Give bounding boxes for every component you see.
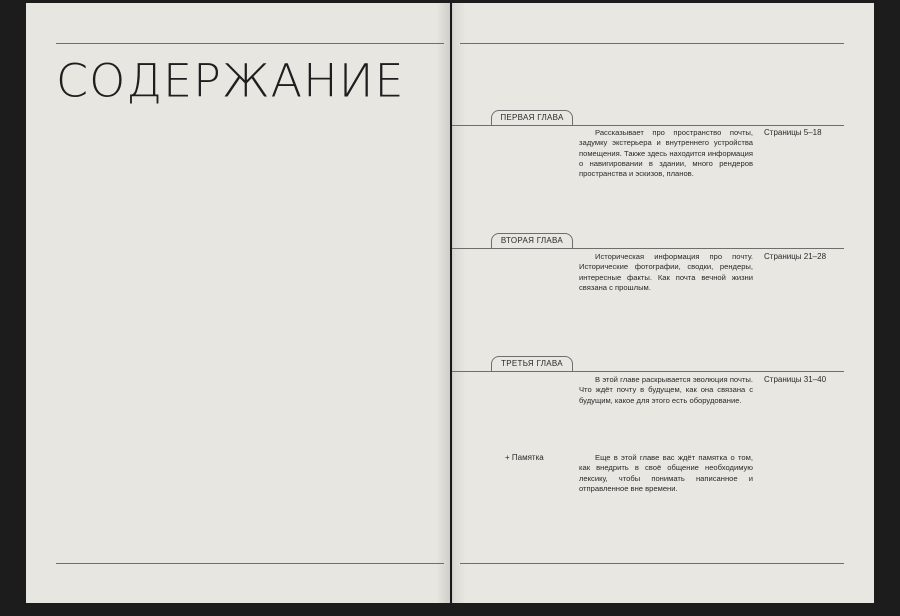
chapter-tab-first: ПЕРВАЯ ГЛАВА (491, 110, 573, 125)
chapter-pages-third: Страницы 31–40 (764, 375, 827, 384)
chapter-pages-first: Страницы 5–18 (764, 128, 822, 137)
top-rule-left (56, 43, 444, 44)
memo-description: Еще в этой главе вас ждёт памятка о том, как внедрить в своё общение необходимую лексику, чтобы понимать написанное и отправленное вне времени. (579, 453, 753, 493)
chapter-description-third: В этой главе раскрывается эволюция почты. Что ждёт почту в будущем, как она связана с будущим, какое для этого есть оборудование. (579, 375, 753, 405)
right-page (452, 3, 874, 603)
chapter-description-second: Историческая информация про почту. Исторические фотографии, сводки, рендеры, интересные факты. Как почта вечной жизни связана с прошлым. (579, 252, 753, 292)
chapter-description-first: Рассказывает про пространство почты, задумку экстерьера и внутреннего устройства помещения. Также здесь находится информация о навигировании в здании, много рендеров пространства и эскизов, планов. (579, 128, 753, 179)
page-title: СОДЕРЖАНИЕ (56, 54, 405, 108)
chapter-rule-second (452, 248, 844, 249)
chapter-tab-third: ТРЕТЬЯ ГЛАВА (491, 356, 573, 371)
chapter-rule-third (452, 371, 844, 372)
chapter-tab-second: ВТОРАЯ ГЛАВА (491, 233, 573, 248)
memo-label: + Памятка (505, 453, 544, 462)
chapter-pages-second: Страницы 21–28 (764, 252, 827, 261)
top-rule-right (460, 43, 844, 44)
book-gutter (436, 3, 466, 603)
bottom-rule-right (460, 563, 844, 564)
bottom-rule-left (56, 563, 444, 564)
chapter-rule-first (452, 125, 844, 126)
